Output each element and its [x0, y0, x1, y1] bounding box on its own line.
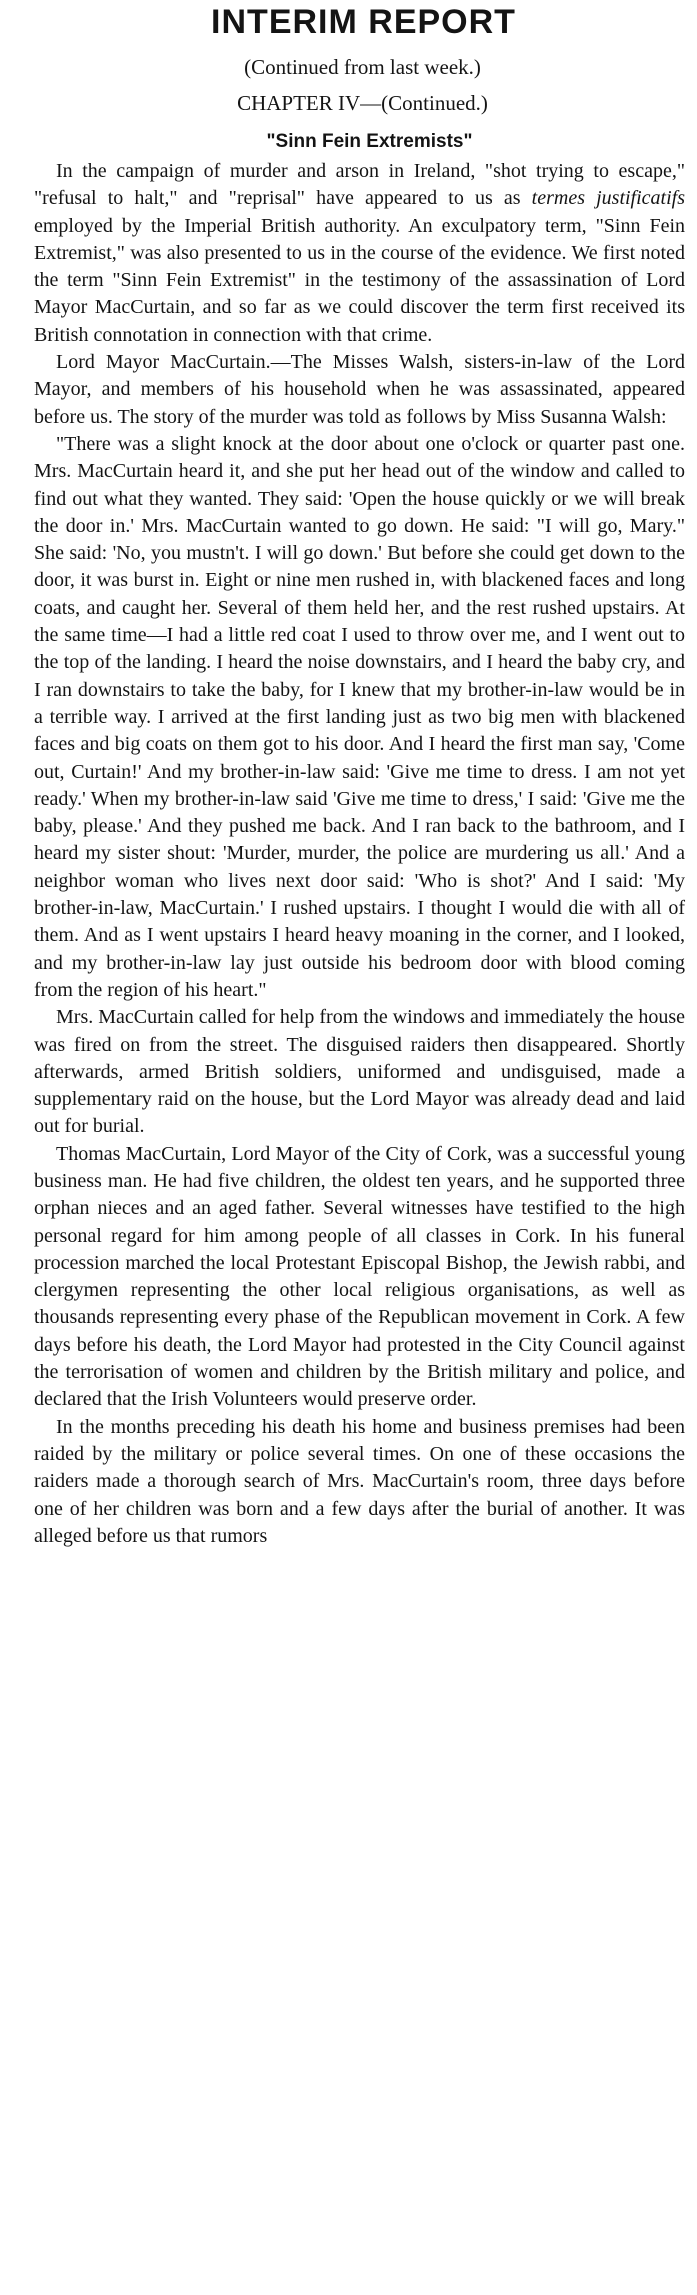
paragraph-text: employed by the Imperial British authority. An exculpatory term, "Sinn Fein Extremist," was also presented to us in the course of the evidence. We first noted the term "Sinn Fein Extremist" in the testimony of the assassination of Lord Mayor MacCurtain, and so far as we could discover the term first received its British connotation in connection with that crime.: [34, 214, 685, 346]
paragraph-raid-aftermath: Mrs. MacCurtain called for help from the windows and immediately the house was fired on from the street. The disguised raiders then disappeared. Shortly afterwards, armed British soldiers, uniformed and undisguised, made a supplementary raid on the house, but the Lord Mayor was already dead and laid out for burial.: [34, 1006, 685, 1138]
chapter-heading: CHAPTER IV—(Continued.): [237, 91, 488, 115]
paragraph-biography: Thomas MacCurtain, Lord Mayor of the City of Cork, was a successful young business man. He had five children, the oldest ten years, and he supported three orphan nieces and an aged father. Several witnesses have testified to the high personal regard for him among people of all classes in Cork. In his funeral procession marched the local Protestant Episcopal Bishop, the Jewish rabbi, and clergymen representing the other local religious organisations, as well as thousands representing every phase of the Republican movement in Cork. A few days before his death, the Lord Mayor had protested in the City Council against the terrorisation of women and children by the British military and police, and declared that the Irish Volunteers would preserve order.: [34, 1142, 685, 1411]
paragraph-text: In the campaign of murder and arson in Ireland, "shot trying to escape," "refusal to halt," and "reprisal" have appeared to us as: [34, 160, 685, 210]
article-body: [34, 158, 685, 1550]
italic-phrase: termes justificatifs: [531, 187, 685, 210]
paragraph-lord-mayor: Lord Mayor MacCurtain.—The Misses Walsh, sisters-in-law of the Lord Mayor, and members of his household when he was assassinated, appeared before us. The story of the murder was told as follows by Miss Susanna Walsh:: [34, 351, 685, 428]
paragraph-testimony-quote: "There was a slight knock at the door about one o'clock or quarter past one. Mrs. MacCurtain heard it, and she put her head out of the window and called to find out what they wanted. They said: 'Open the house quickly or we will break the door in.' Mrs. MacCurtain wanted to go down. He said: "I will go, Mary." She said: 'No, you mustn't. I will go down.' But before she could get down to the door, it was burst in. Eight or nine men rushed in, with blackened faces and long coats, and caught her. Several of them held her, and the rest rushed upstairs. At the same time—I had a little red coat I used to throw over me, and I went out to the top of the landing. I heard the noise downstairs, and I heard the baby cry, and I ran downstairs to take the baby, for I knew that my brother-in-law would be in a terrible way. I arrived at the first landing just as two big men with blackened faces and big coats on them got to his door. And I heard the first man say, 'Come out, Curtain!' And my brother-in-law said: 'Give me time to dress. I am not yet ready.' When my brother-in-law said 'Give me time to dress,' I said: 'Give me the baby, please.' And they pushed me back. And I ran back to the bathroom, and I heard my sister shout: 'Murder, murder, the police are murdering us all.' And a neighbor woman who lives next door said: 'Who is shot?' And I said: 'My brother-in-law, MacCurtain.' I rushed upstairs. I thought I would die with all of them. And as I went upstairs I heard heavy moaning in the corner, and I looked, and my brother-in-law lay just outside his bedroom door with blood coming from the region of his heart.": [34, 432, 685, 1001]
paragraph-campaign: [34, 158, 685, 349]
report-title: INTERIM REPORT: [211, 3, 516, 41]
section-heading: "Sinn Fein Extremists": [266, 131, 473, 152]
continued-note: (Continued from last week.): [244, 55, 481, 79]
paragraph-prior-raids: In the months preceding his death his home and business premises had been raided by the military or police several times. On one of these occasions the raiders made a thorough search of Mrs. MacCurtain's room, three days before one of her children was born and a few days after the burial of another. It was alleged before us that rumors: [34, 1415, 685, 1547]
